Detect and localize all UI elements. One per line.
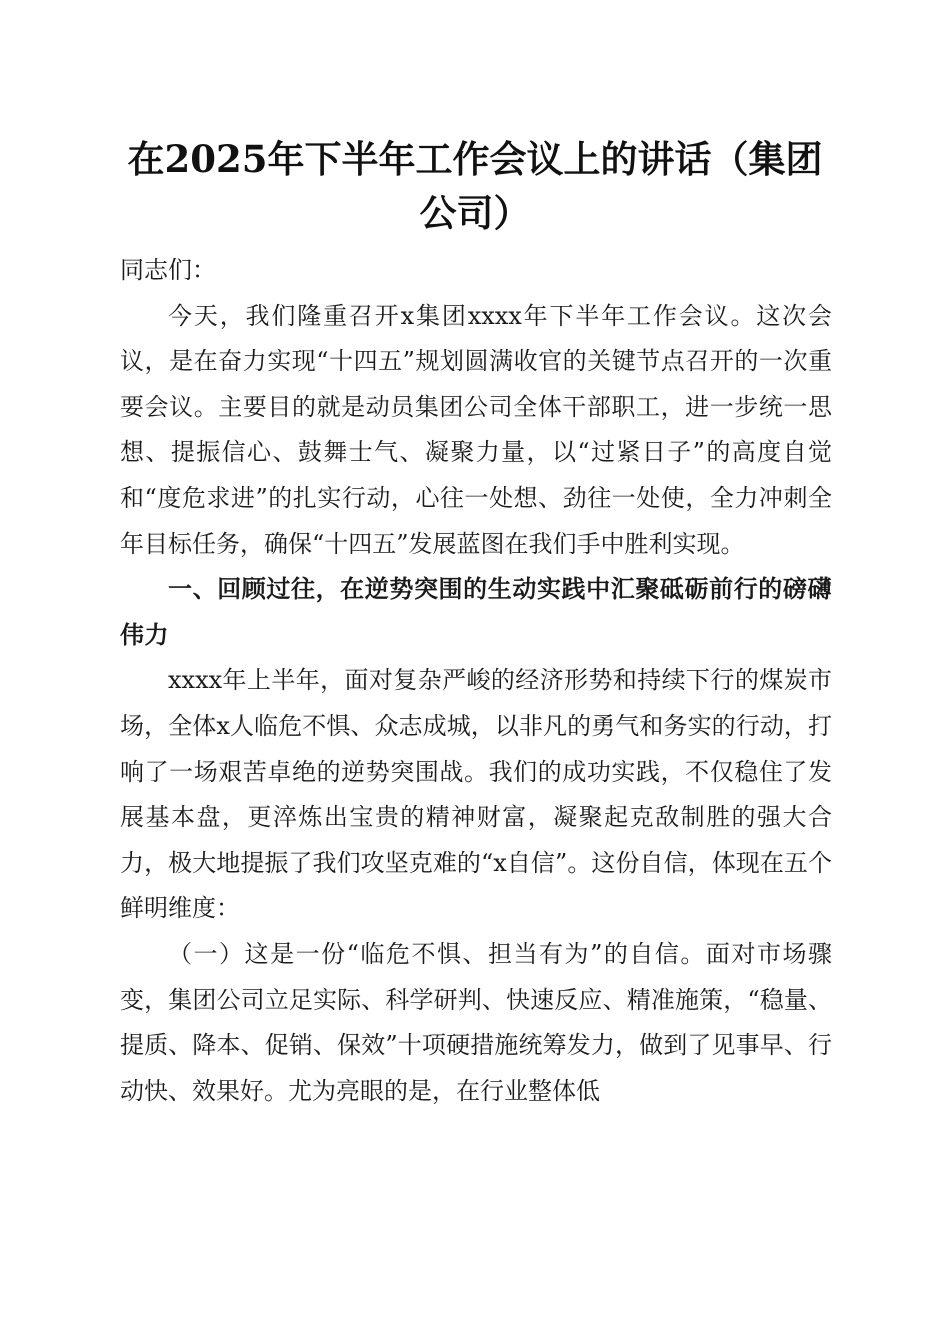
section-heading-1: 一、回顾过往，在逆势突围的生动实践中汇聚砥砺前行的磅礴伟力 [120,575,832,649]
salutation: 同志们： [120,256,216,284]
section1-paragraph-2: （一）这是一份“临危不惧、担当有为”的自信。面对市场骤变，集团公司立足实际、科学研判、快速反应、精准施策，“稳量、提质、降本、促销、保效”十项硬措施统筹发力，做到了见事早、行动快、效果好。尤为亮眼的是，在行业整体低 [120,939,832,1105]
document-title: 在2025年下半年工作会议上的讲话（集团公司） [127,137,823,235]
document-body [120,248,832,1114]
intro-paragraph: 今天，我们隆重召开x集团xxxx年下半年工作会议。这次会议，是在奋力实现“十四五”规划圆满收官的关键节点召开的一次重要会议。主要目的就是动员集团公司全体干部职工，进一步统一思想、提振信心、鼓舞士气、凝聚力量，以“过紧日子”的高度自觉和“度危求进”的扎实行动，心往一处想、劲往一处使，全力冲刺全年目标任务，确保“十四五”发展蓝图在我们手中胜利实现。 [120,301,832,558]
section1-paragraph-1: xxxx年上半年，面对复杂严峻的经济形势和持续下行的煤炭市场，全体x人临危不惧、众志成城，以非凡的勇气和务实的行动，打响了一场艰苦卓绝的逆势突围战。我们的成功实践，不仅稳住了发展基本盘，更淬炼出宝贵的精神财富，凝聚起克敌制胜的强大合力，极大地提振了我们攻坚克难的“x自信”。这份自信，体现在五个鲜明维度： [120,666,832,923]
